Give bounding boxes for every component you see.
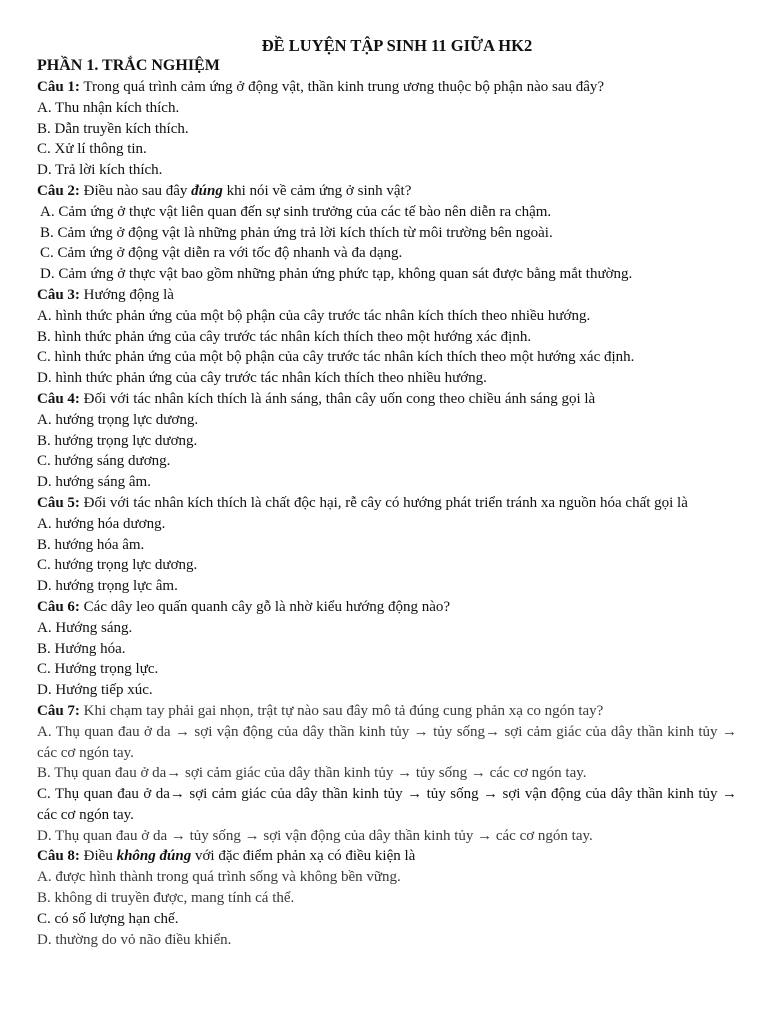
question-4 [37,389,737,410]
question-2 [37,181,737,202]
question-8 [37,846,737,867]
document-title: ĐỀ LUYỆN TẬP SINH 11 GIỮA HK2 [261,36,533,55]
question-text: Trong quá trình cảm ứng ở động vật, thần kinh trung ương thuộc bộ phận nào sau đây? [79,79,605,95]
section-heading: PHẦN 1. TRẮC NGHIỆM [37,57,220,74]
option: C. Cảm ứng ở động vật diễn ra với tốc độ nhanh và đa dạng. [40,245,403,262]
question-text: Các dây leo quấn quanh cây gỗ là nhờ kiểu hướng động nào? [79,598,451,615]
option: A. hướng trọng lực dương. [37,411,199,428]
option: C. có số lượng hạn chế. [37,910,179,927]
question-emphasis: không đúng [116,848,192,865]
document-page [37,36,737,950]
question-1 [37,77,737,98]
option: D. hình thức phản ứng của cây trước tác nhân kích thích theo nhiều hướng. [37,370,487,387]
option: C. hướng sáng dương. [37,453,171,470]
option: D. hướng sáng âm. [37,474,151,491]
question-label: Câu 7: [37,702,80,719]
option: A. Thụ quan đau ở da → sợi vận động của dây thần kinh tủy → tủy sống→ sợi cảm giác của dây thần kinh tủy → các cơ ngón tay. [37,723,737,761]
question-6 [37,597,737,618]
option: C. hình thức phản ứng của một bộ phận của cây trước tác nhân kích thích theo một hướng xác định. [37,349,635,366]
option: C. Hướng trọng lực. [37,661,159,678]
question-7 [37,701,737,722]
question-text: Đối với tác nhân kích thích là ánh sáng, thân cây uốn cong theo chiều ánh sáng gọi là [79,390,596,407]
question-text: Hướng động là [79,286,174,303]
option: D. Thụ quan đau ở da → tủy sống → sợi vận động của dây thần kinh tủy → các cơ ngón tay. [37,827,593,844]
question-text: Đối với tác nhân kích thích là chất độc hại, rễ cây có hướng phát triển tránh xa nguồn hóa chất gọi là [79,494,688,511]
question-label: Câu 3: [37,286,80,303]
option: A. Thu nhận kích thích. [37,99,180,116]
question-text: với đặc điểm phản xạ có điều kiện là [191,848,416,865]
question-text: Điều nào sau đây [79,182,192,199]
question-3 [37,285,737,306]
option: B. hướng hóa âm. [37,536,145,553]
option: A. hướng hóa dương. [37,515,166,532]
option: C. Thụ quan đau ở da→ sợi cảm giác của dây thần kinh tủy → tủy sống → sợi vận động của dây thần kinh tủy → các cơ ngón tay. [37,786,737,823]
question-text: Điều [79,848,117,865]
question-5 [37,493,737,514]
option: C. Xử lí thông tin. [37,141,147,158]
option: B. Hướng hóa. [37,640,126,657]
option: A. hình thức phản ứng của một bộ phận của cây trước tác nhân kích thích theo nhiều hướng. [37,307,591,324]
option: D. thường do vỏ não điều khiển. [37,931,232,948]
option: A. Cảm ứng ở thực vật liên quan đến sự sinh trưởng của các tế bào nên diễn ra chậm. [40,203,552,220]
option: B. Cảm ứng ở động vật là những phản ứng trả lời kích thích từ môi trường bên ngoài. [40,224,553,241]
option: D. hướng trọng lực âm. [37,578,178,595]
question-label: Câu 2: [37,182,80,199]
option: A. được hình thành trong quá trình sống và không bền vững. [37,869,401,886]
option: B. hình thức phản ứng của cây trước tác nhân kích thích theo một hướng xác định. [37,328,532,345]
option: B. hướng trọng lực dương. [37,432,198,449]
option: C. hướng trọng lực dương. [37,557,198,574]
question-label: Câu 6: [37,598,80,615]
option: B. Thụ quan đau ở da→ sợi cảm giác của dây thần kinh tủy → tủy sống → các cơ ngón tay. [37,765,587,782]
question-label: Câu 4: [37,390,80,407]
question-label: Câu 5: [37,494,80,511]
question-text: khi nói về cảm ứng ở sinh vật? [222,182,412,199]
option: D. Hướng tiếp xúc. [37,682,153,699]
option: B. Dẫn truyền kích thích. [37,120,189,137]
option: D. Trả lời kích thích. [37,162,163,179]
question-text: Khi chạm tay phải gai nhọn, trật tự nào sau đây mô tả đúng cung phản xạ co ngón tay? [79,702,604,719]
question-label: Câu 8: [37,848,80,865]
question-emphasis: đúng [191,182,223,199]
option: B. không di truyền được, mang tính cá thể. [37,890,295,907]
option: A. Hướng sáng. [37,619,133,636]
question-label: Câu 1: [37,79,80,95]
option: D. Cảm ứng ở thực vật bao gồm những phản ứng phức tạp, không quan sát được bằng mắt thường. [40,266,633,283]
